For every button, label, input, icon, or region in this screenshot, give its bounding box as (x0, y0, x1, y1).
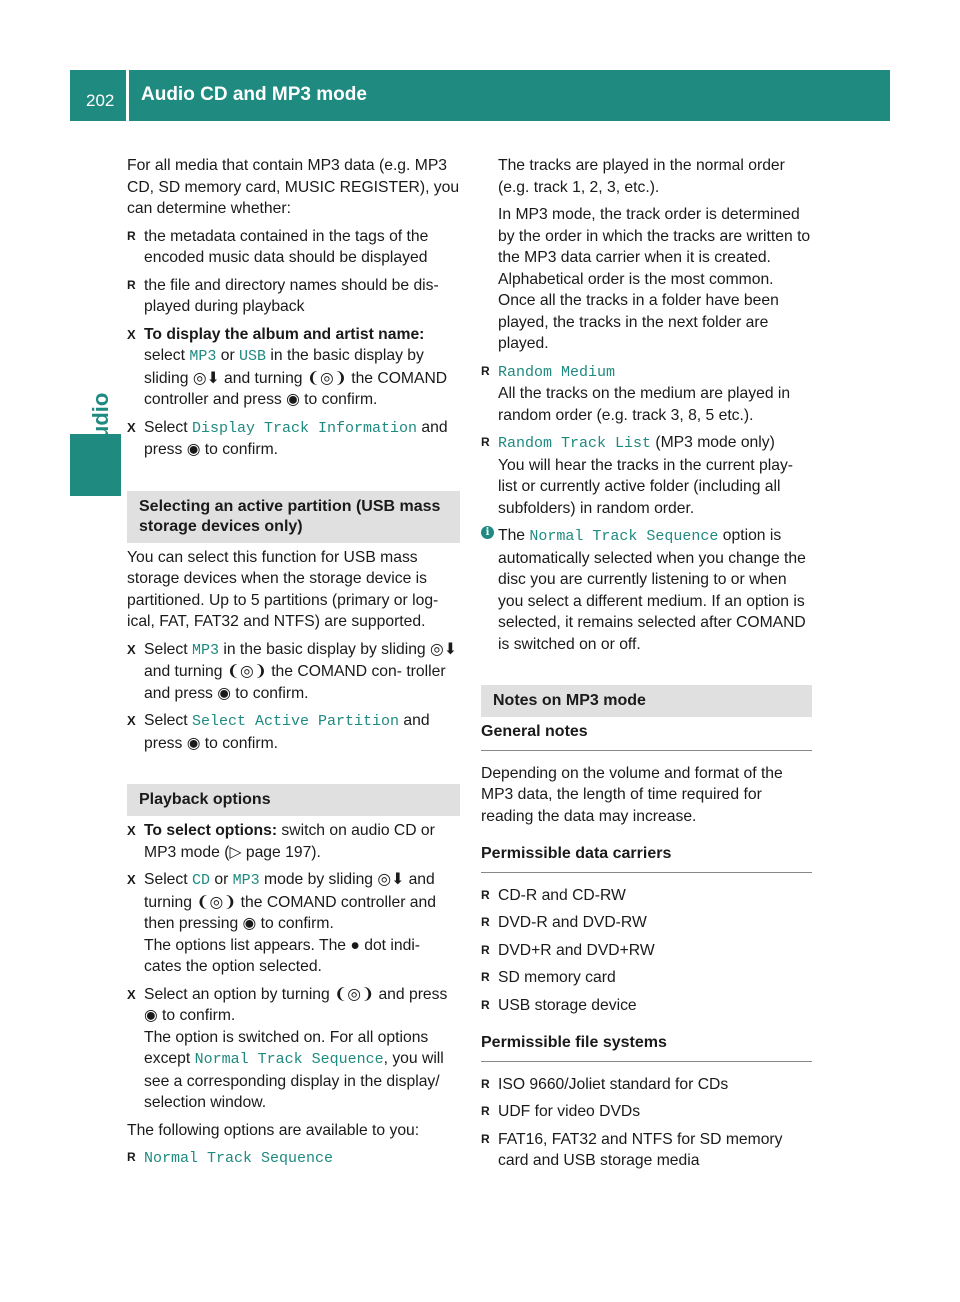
bullet-icon: R (127, 1150, 136, 1164)
carriers-heading: Permissible data carriers (481, 843, 812, 873)
normal-order-text: The tracks are played in the normal order (e.g. track 1, 2, 3, etc.). (498, 157, 785, 196)
option-normal-track-sequence: R Normal Track Sequence (127, 1147, 460, 1170)
step-select-option: X Select an option by turning ❨◎❩ and press ◉ to confirm. The option is switched on. For all options except Normal Track Sequence, you will see a corresponding display in the display/ selection window. (127, 985, 448, 1111)
bullet-icon: R (481, 887, 490, 902)
bullet-icon: R (481, 915, 490, 929)
list-item: R DVD-R and DVD-RW (481, 912, 812, 934)
right-column (481, 155, 812, 1178)
bullet-icon: R (481, 363, 490, 378)
step-partition-select-mp3: X Select MP3 in the basic display by sliding ◎⬇ and turning ❨◎❩ the COMAND con- troller and press ◉ to confirm. (127, 640, 457, 702)
step-display-album: X To display the album and artist name: select MP3 or USB in the basic display by sliding ◎⬇ and turning ❨◎❩ the COMAND controller and press ◉ to confirm. (127, 325, 448, 408)
bullet-icon: R (481, 435, 490, 449)
info-note: i The Normal Track Sequence option is automatically selected when you change the disc you are currently listening to or when you select a different medium. If an option is selected, it remains selected after COMAND is switched on or off. (481, 525, 812, 655)
list-item: R SD memory card (481, 967, 812, 989)
bullet-icon: R (481, 1076, 490, 1091)
header-divider (126, 70, 129, 121)
left-column (127, 155, 460, 1176)
menu-item-display-track-information: Display Track Information (191, 419, 418, 437)
step-arrow-icon: X (127, 872, 136, 887)
list-item: R USB storage device (481, 995, 812, 1017)
step-select-active-partition: X Select Select Active Partition and press ◉ to confirm. (127, 712, 430, 752)
general-notes-text: Depending on the volume and format of the MP3 data, the length of time required for reading the data may increase. (481, 764, 783, 825)
list-item: R the file and directory names should be dis- played during playback (127, 276, 439, 315)
menu-item-mp3: MP3 (232, 872, 260, 889)
bullet-icon: R (481, 942, 490, 957)
step-arrow-icon: X (127, 713, 136, 728)
option-random-medium: R Random Medium All the tracks on the medium are played in random order (e.g. track 3, 8, 5 etc.). (481, 361, 812, 427)
menu-item-select-active-partition: Select Active Partition (191, 713, 400, 730)
menu-item-mp3: MP3 (191, 641, 219, 659)
intro-text: For all media that contain MP3 data (e.g. MP3 CD, SD memory card, MUSIC REGISTER), you can determine whether: (127, 157, 460, 217)
step-arrow-icon: X (127, 326, 136, 342)
following-text: The following options are available to you: (127, 1121, 420, 1139)
notes-heading: Notes on MP3 mode (481, 685, 812, 717)
list-item: R FAT16, FAT32 and NTFS for SD memory card and USB storage media (481, 1130, 783, 1169)
menu-item-usb: USB (239, 348, 267, 365)
menu-item-mp3: MP3 (189, 348, 217, 365)
page-title: Audio CD and MP3 mode (141, 84, 367, 105)
bullet-icon: R (481, 1104, 490, 1118)
step-arrow-icon: X (127, 986, 136, 1002)
option-random-track-list: R Random Track List (MP3 mode only) You will hear the tracks in the current play- list or currently active folder (including all subfolders) in random order. (481, 434, 794, 517)
step-arrow-icon: X (127, 641, 136, 657)
bullet-icon: R (127, 228, 136, 243)
bullet-icon: R (481, 970, 490, 984)
bullet-icon: R (481, 997, 490, 1012)
list-item: R DVD+R and DVD+RW (481, 940, 812, 962)
list-item: R the metadata contained in the tags of the encoded music data should be displayed (127, 227, 429, 266)
page-number: 202 (86, 91, 115, 110)
general-notes-heading: General notes (481, 721, 812, 751)
menu-item-normal-track-sequence: Normal Track Sequence (194, 1051, 384, 1068)
info-icon: i (481, 526, 494, 539)
menu-item-cd: CD (191, 872, 210, 889)
bullet-icon: R (127, 277, 136, 292)
partition-text: You can select this function for USB mass storage devices when the storage device is partitioned. Up to 5 partitions (primary or log- ical, FAT, FAT32 and NTFS) are supported. (127, 548, 439, 630)
step-arrow-icon: X (127, 419, 136, 435)
playback-heading: Playback options (127, 784, 460, 816)
bullet-icon: R (481, 1131, 490, 1146)
step-arrow-icon: X (127, 823, 136, 838)
list-item: R ISO 9660/Joliet standard for CDs (481, 1074, 812, 1096)
partition-heading: Selecting an active partition (USB mass storage devices only) (127, 491, 460, 543)
step-select-cd-mp3: X Select CD or MP3 mode by sliding ◎⬇ and turning ❨◎❩ the COMAND controller and then pressing ◉ to confirm. The options list appears. The ● dot indi- cates the option selected. (127, 871, 436, 975)
step-display-track-info: X Select Display Track Information and press ◉ to confirm. (127, 418, 448, 458)
filesystems-heading: Permissible file systems (481, 1032, 812, 1062)
mp3-order-text: In MP3 mode, the track order is determined by the order in which the tracks are written to the MP3 data carrier when it is created. Alphabetical order is the most common. Once all the tracks in a folder have been played, the tracks in the next folder are played. (498, 206, 811, 352)
side-label: Audio (88, 392, 113, 455)
step-select-options: X To select options: switch on audio CD or MP3 mode (▷ page 197). (127, 822, 435, 861)
list-item: R UDF for video DVDs (481, 1101, 812, 1123)
list-item: R CD-R and CD-RW (481, 885, 812, 907)
